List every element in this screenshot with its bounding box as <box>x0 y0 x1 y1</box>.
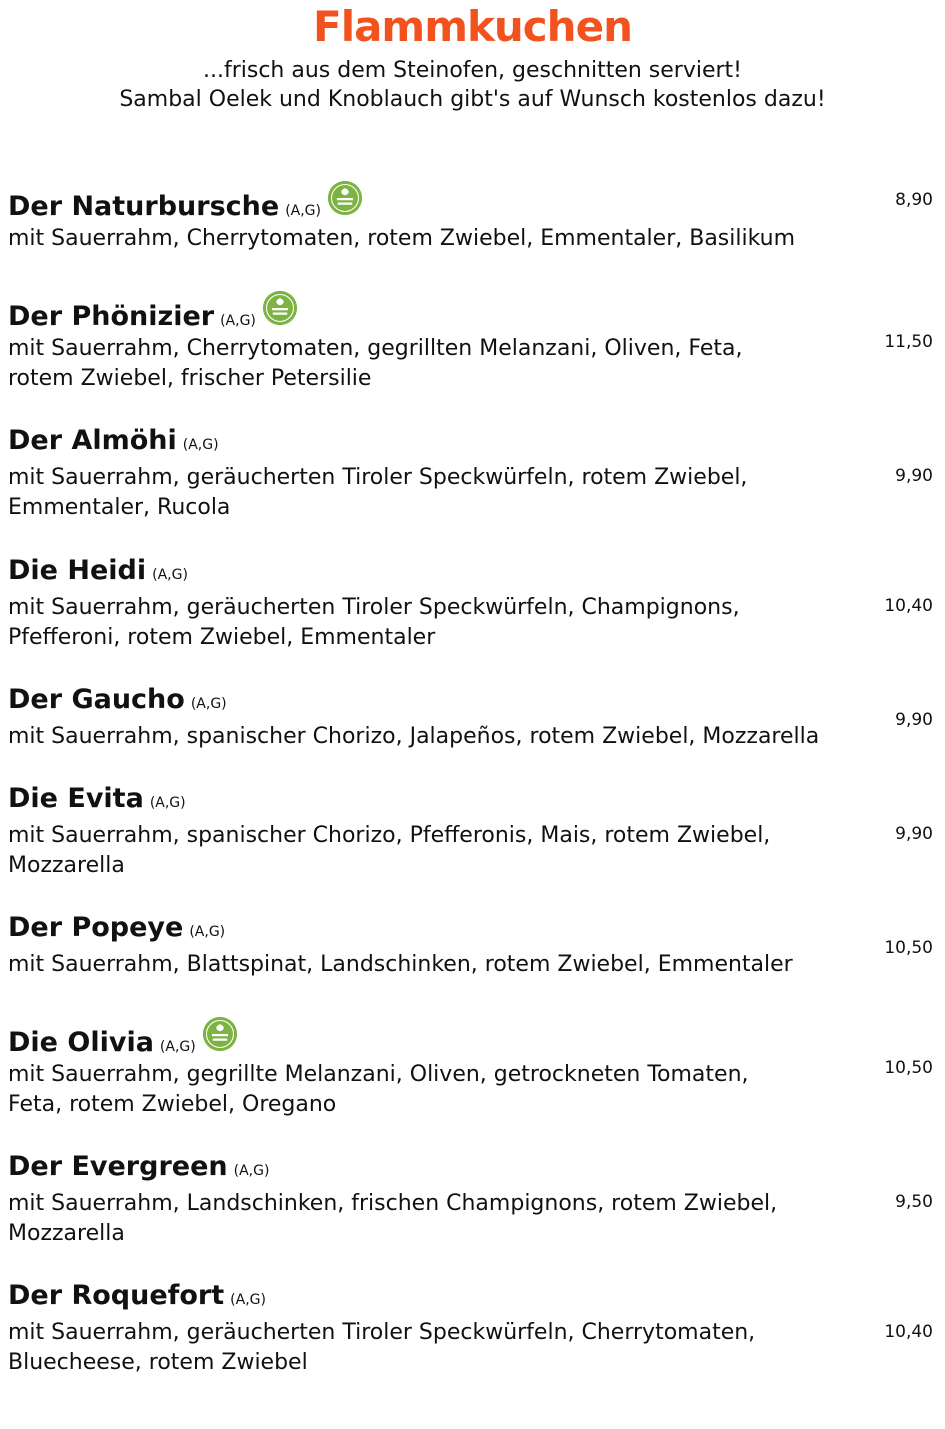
menu-item-name: Der Gaucho <box>8 684 185 715</box>
menu-item-heading <box>8 186 363 220</box>
menu-item-description-line-1: mit Sauerrahm, gegrillte Melanzani, Oliven, getrockneten Tomaten, <box>8 1062 749 1087</box>
menu-item-description-line-1: mit Sauerrahm, geräucherten Tiroler Speckwürfeln, Cherrytomaten, <box>8 1320 756 1345</box>
menu-item-description-line-2: Bluecheese, rotem Zwiebel <box>8 1350 308 1375</box>
menu-item-description-line-1: mit Sauerrahm, Cherrytomaten, rotem Zwiebel, Emmentaler, Basilikum <box>8 226 796 251</box>
menu-item-allergens: (A,G) <box>233 1163 270 1179</box>
menu-item-allergens: (A,G) <box>230 1292 266 1308</box>
vegetarian-badge-icon <box>327 180 363 216</box>
menu-item-name: Die Heidi <box>8 555 147 586</box>
menu-item-description-line-2: Mozzarella <box>8 1221 125 1246</box>
menu-item-allergens: (A,G) <box>220 313 256 329</box>
subtitle-line-1: ...frisch aus dem Steinofen, geschnitten serviert! <box>202 58 742 83</box>
menu-item-description-line-1: mit Sauerrahm, Landschinken, frischen Champignons, rotem Zwiebel, <box>8 1191 778 1216</box>
menu-item-allergens: (A,G) <box>190 696 227 712</box>
menu-item-description-line-2: Mozzarella <box>8 853 125 878</box>
menu-item-description-line-1: mit Sauerrahm, Cherrytomaten, gegrillten Melanzani, Oliven, Feta, <box>8 336 743 361</box>
page-title: Flammkuchen <box>313 2 632 51</box>
menu-item-heading <box>8 684 227 718</box>
menu-item-allergens: (A,G) <box>152 567 188 583</box>
menu-item-name: Die Olivia <box>8 1027 154 1058</box>
menu-item-description-line-1: mit Sauerrahm, Blattspinat, Landschinken, rotem Zwiebel, Emmentaler <box>8 952 793 977</box>
menu-item-price: 9,50 <box>895 1192 933 1212</box>
menu-item-name: Der Roquefort <box>8 1280 225 1311</box>
menu-item-price: 9,90 <box>895 824 933 844</box>
menu-item-price: 10,50 <box>884 1058 933 1078</box>
menu-item-price: 10,40 <box>884 1322 933 1342</box>
menu-item-name: Der Phönizier <box>8 301 215 332</box>
menu-item-allergens: (A,G) <box>285 203 321 219</box>
menu-item-allergens: (A,G) <box>159 1039 196 1055</box>
menu-item-price: 10,50 <box>884 938 933 958</box>
menu-item-heading <box>8 912 225 946</box>
menu-item-heading <box>8 425 219 459</box>
menu-item-heading <box>8 783 186 817</box>
menu-item-name: Der Almöhi <box>8 425 177 456</box>
menu-item-name: Der Naturbursche <box>8 191 280 222</box>
menu-item-description-line-1: mit Sauerrahm, geräucherten Tiroler Speckwürfeln, rotem Zwiebel, <box>8 465 748 490</box>
menu-item-description-line-1: mit Sauerrahm, geräucherten Tiroler Speckwürfeln, Champignons, <box>8 595 740 620</box>
menu-item-price: 10,40 <box>884 596 933 616</box>
menu-item-name: Der Popeye <box>8 912 184 943</box>
menu-item-allergens: (A,G) <box>189 924 226 940</box>
menu-item-name: Die Evita <box>8 783 144 814</box>
menu-item-heading <box>8 555 188 589</box>
vegetarian-badge-icon <box>262 290 298 326</box>
menu-item-description-line-2: Feta, rotem Zwiebel, Oregano <box>8 1092 337 1117</box>
menu-item-description-line-2: rotem Zwiebel, frischer Petersilie <box>8 366 372 391</box>
menu-item-price: 8,90 <box>895 190 933 210</box>
menu-item-heading <box>8 1280 266 1314</box>
menu-item-price: 11,50 <box>884 332 933 352</box>
menu-item-price: 9,90 <box>895 466 933 486</box>
menu-item-description-line-2: Emmentaler, Rucola <box>8 495 231 520</box>
menu-item-description-line-1: mit Sauerrahm, spanischer Chorizo, Jalapeños, rotem Zwiebel, Mozzarella <box>8 724 820 749</box>
menu-item-name: Der Evergreen <box>8 1151 228 1182</box>
subtitle-line-2: Sambal Oelek und Knoblauch gibt's auf Wunsch kostenlos dazu! <box>119 87 826 112</box>
menu-item-allergens: (A,G) <box>149 795 186 811</box>
menu-item-description-line-1: mit Sauerrahm, spanischer Chorizo, Pfefferonis, Mais, rotem Zwiebel, <box>8 823 771 848</box>
menu-item-allergens: (A,G) <box>182 437 219 453</box>
menu-item-heading <box>8 1022 238 1056</box>
menu-item-heading <box>8 1151 269 1185</box>
menu-item-description-line-2: Pfefferoni, rotem Zwiebel, Emmentaler <box>8 625 436 650</box>
vegetarian-badge-icon <box>202 1016 238 1052</box>
menu-item-heading <box>8 296 298 330</box>
menu-item-price: 9,90 <box>895 710 933 730</box>
